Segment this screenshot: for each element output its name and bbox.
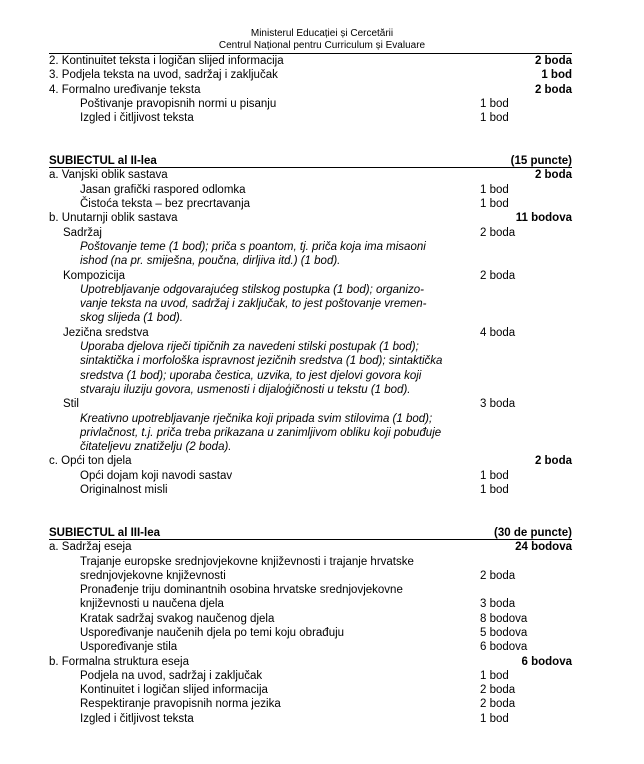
criterion-text: srednjovjekovne književnosti: [80, 570, 226, 582]
criterion-points: 1 bod: [480, 98, 509, 110]
table-row: [0, 712, 644, 726]
table-row: [0, 297, 644, 311]
table-row: [0, 269, 644, 283]
table-row: [0, 697, 644, 711]
table-row: [0, 111, 644, 125]
criterion-text: c. Opći ton djela: [49, 455, 132, 467]
table-row: [0, 612, 644, 626]
criterion-text: b. Unutarnji oblik sastava: [49, 212, 178, 224]
table-row: [0, 397, 644, 411]
criterion-points: 1 bod: [480, 713, 509, 725]
criterion-points: 1 bod: [480, 470, 509, 482]
group-total: 2 boda: [534, 455, 572, 467]
criterion-points: 1 bod: [480, 670, 509, 682]
criterion-text: Pronađenje triju dominantnih osobina hrvatske srednjovjekovne: [80, 584, 403, 596]
criterion-text: Jezična sredstva: [63, 327, 149, 339]
criterion-points: 1 bod: [480, 484, 509, 496]
criterion-points: 3 boda: [480, 598, 516, 610]
table-row: [0, 597, 644, 611]
criterion-points: 2 boda: [480, 570, 516, 582]
criterion-text: Uspoređivanje naučenih djela po temi koju obrađuju: [80, 627, 345, 639]
criterion-text: sredstva (1 bod); uporaba čestica, uzvika, to jest djelovi govora koji: [80, 370, 422, 382]
criterion-points: 6 bodova: [480, 641, 528, 653]
header-institution: Ministerul Educației și Cercetării: [250, 28, 394, 39]
criterion-points: 3 boda: [480, 398, 516, 410]
criterion-text: 2. Kontinuitet teksta i logičan slijed informacija: [49, 55, 284, 67]
group-total: 1 bod: [541, 69, 572, 81]
criterion-points: 2 boda: [480, 684, 516, 696]
table-row: [0, 369, 644, 383]
table-row: [0, 383, 644, 397]
criterion-points: 1 bod: [480, 198, 509, 210]
criterion-points: 8 bodova: [480, 613, 528, 625]
group-total: 6 bodova: [521, 656, 572, 668]
table-row: [0, 483, 644, 497]
table-row: [0, 211, 644, 225]
criterion-points: 1 bod: [480, 112, 509, 124]
table-row: [0, 469, 644, 483]
table-row: [0, 183, 644, 197]
table-row: [0, 254, 644, 268]
criterion-points: 2 boda: [480, 227, 516, 239]
table-row: [0, 540, 644, 554]
table-row: [0, 440, 644, 454]
table-row: [0, 283, 644, 297]
section-total: (15 puncte): [510, 155, 572, 167]
criterion-text: Sadržaj: [63, 227, 102, 239]
criterion-text: 3. Podjela teksta na uvod, sadržaj i zaključak: [49, 69, 278, 81]
section-heading: [0, 526, 644, 540]
criterion-text: Kompozicija: [63, 270, 125, 282]
group-total: 2 boda: [534, 84, 572, 96]
criterion-text: Originalnost misli: [80, 484, 168, 496]
criterion-text: a. Sadržaj eseja: [49, 541, 132, 553]
section-total: (30 de puncte): [494, 527, 572, 539]
criterion-text: čitateljevu znatiželju (2 boda).: [80, 441, 232, 453]
criterion-text: književnosti u naučena djela: [80, 598, 224, 610]
table-row: [0, 326, 644, 340]
criterion-text: sintaktička i morfološka ispravnost jezičnih sredstva (1 bod); sintaktička: [80, 355, 443, 367]
table-row: [0, 683, 644, 697]
criterion-text: stvaraju iluziju govora, usmenosti i dijaloģičnosti u tekstu (1 bod).: [80, 384, 411, 396]
criterion-text: Jasan grafički raspored odlomka: [80, 184, 246, 196]
table-row: [0, 168, 644, 182]
table-row: [0, 569, 644, 583]
criterion-text: Poštivanje pravopisnih normi u pisanju: [80, 98, 277, 110]
criterion-text: Izgled i čitljivost teksta: [80, 112, 194, 124]
criterion-text: Opći dojam koji navodi sastav: [80, 470, 233, 482]
table-row: [0, 354, 644, 368]
criterion-points: 5 bodova: [480, 627, 528, 639]
table-row: [0, 226, 644, 240]
table-row: [0, 83, 644, 97]
group-total: 2 boda: [534, 55, 572, 67]
table-row: [0, 583, 644, 597]
criterion-text: Čistoća teksta – bez precrtavanja: [80, 198, 251, 210]
criterion-text: Stil: [63, 398, 79, 410]
criterion-text: Respektiranje pravopisnih norma jezika: [80, 698, 281, 710]
criterion-text: Podjela na uvod, sadržaj i zaključak: [80, 670, 263, 682]
criterion-text: a. Vanjski oblik sastava: [49, 169, 168, 181]
group-total: 2 boda: [534, 169, 572, 181]
table-row: [0, 454, 644, 468]
criterion-points: 1 bod: [480, 184, 509, 196]
criterion-text: Uspoređivanje stila: [80, 641, 178, 653]
table-row: [0, 68, 644, 82]
criterion-text: Poštovanje teme (1 bod); priča s poantom, tj. priča koja ima misaoni: [80, 241, 426, 253]
table-row: [0, 640, 644, 654]
group-total: 24 bodova: [515, 541, 572, 553]
criterion-text: Upotrebljavanje odgovarajućeg stilskog postupka (1 bod); organizo-: [80, 284, 424, 296]
table-row: [0, 555, 644, 569]
criterion-points: 2 boda: [480, 698, 516, 710]
criterion-text: Kontinuitet i logičan slijed informacija: [80, 684, 268, 696]
table-row: [0, 412, 644, 426]
section-title: SUBIECTUL al III-lea: [49, 527, 160, 539]
table-row: [0, 197, 644, 211]
criterion-text: ishod (na pr. smiješna, poučna, dirljiva itd.) (1 bod).: [80, 255, 341, 267]
criterion-text: Kratak sadržaj svakog naučenog djela: [80, 613, 275, 625]
section-title: SUBIECTUL al II-lea: [49, 155, 157, 167]
criterion-text: vanje teksta na uvod, sadržaj i zaključak, to jest poštovanje vremen-: [80, 298, 427, 310]
criterion-text: b. Formalna struktura eseja: [49, 656, 189, 668]
criterion-text: Kreativno upotrebljavanje rječnika koji pripada svim stilovima (1 bod);: [80, 413, 433, 425]
table-row: [0, 426, 644, 440]
criterion-text: privlačnost, t.j. priča treba prikazana u zanimljivom obliku koji pobuđuje: [80, 427, 442, 439]
criterion-text: Trajanje europske srednjovjekovne književnosti i trajanje hrvatske: [80, 556, 414, 568]
table-row: [0, 54, 644, 68]
criterion-points: 4 boda: [480, 327, 516, 339]
table-row: [0, 311, 644, 325]
criterion-text: Uporaba djelova riječi tipičnih za navedeni stilski postupak (1 bod);: [80, 341, 419, 353]
table-row: [0, 97, 644, 111]
table-row: [0, 655, 644, 669]
criterion-text: skog slijeda (1 bod).: [80, 312, 183, 324]
table-row: [0, 626, 644, 640]
criterion-text: Izgled i čitljivost teksta: [80, 713, 194, 725]
group-total: 11 bodova: [515, 212, 572, 224]
header-center: Centrul Național pentru Curriculum și Evaluare: [218, 40, 426, 51]
section-heading: [0, 154, 644, 168]
criterion-points: 2 boda: [480, 270, 516, 282]
table-row: [0, 240, 644, 254]
table-row: [0, 340, 644, 354]
criterion-text: 4. Formalno uređivanje teksta: [49, 84, 201, 96]
table-row: [0, 669, 644, 683]
